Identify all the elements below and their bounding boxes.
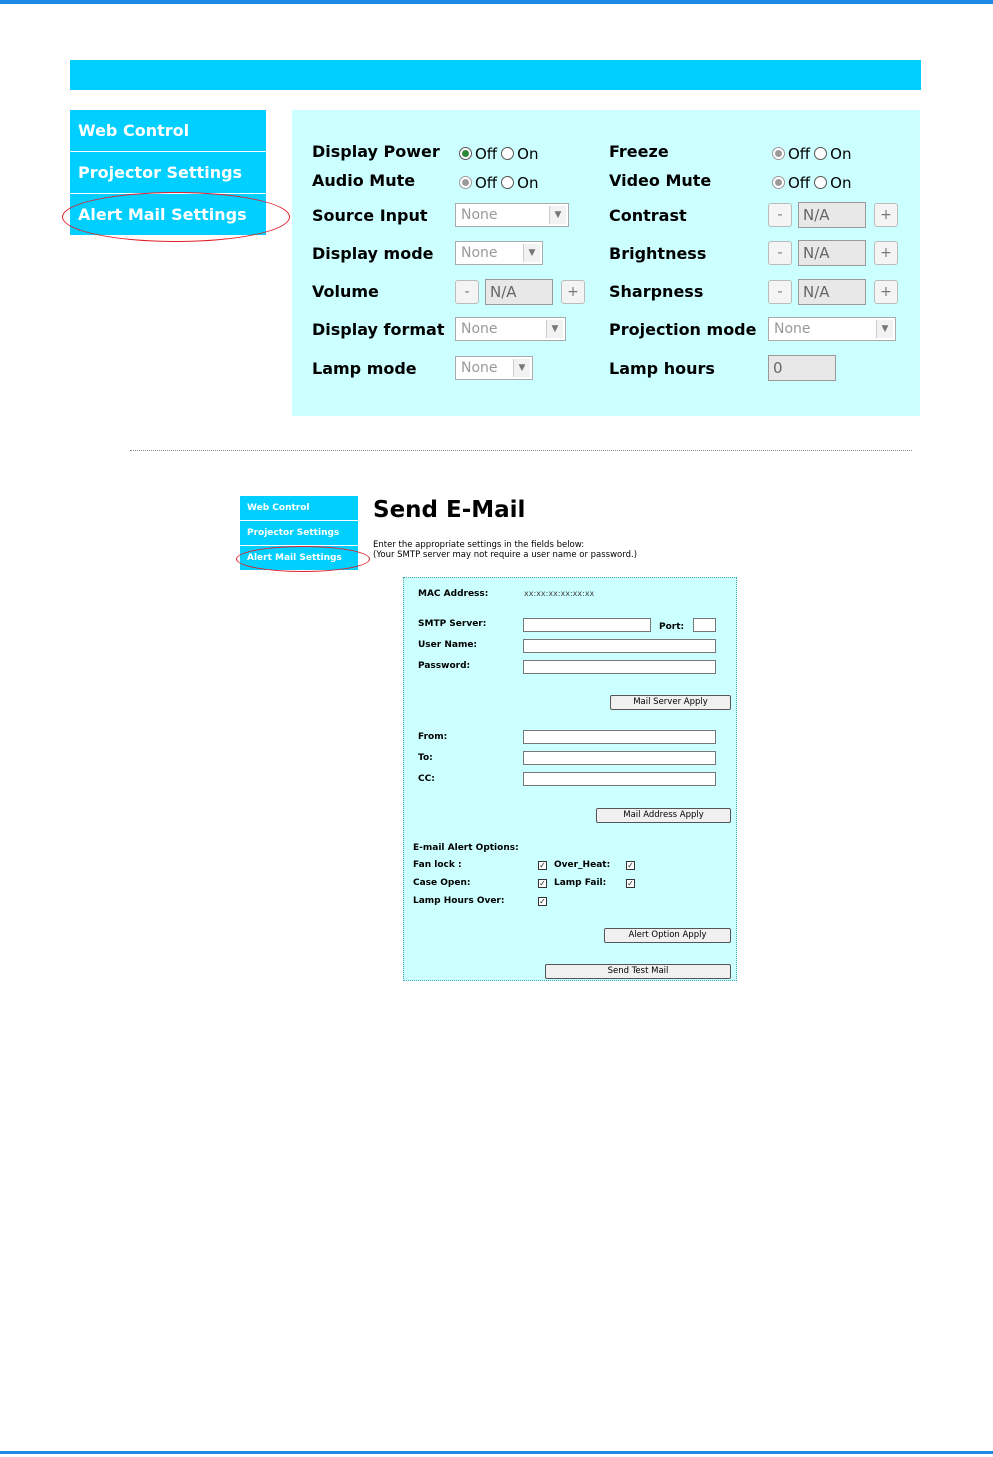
header-banner xyxy=(70,60,921,90)
case-open-checkbox[interactable]: ✓ xyxy=(539,879,546,888)
brightness-minus-button[interactable]: - xyxy=(768,241,792,265)
lamp-mode-label: Lamp mode xyxy=(312,359,417,378)
video-mute-radio-group xyxy=(772,173,855,192)
sharpness-minus-button[interactable]: - xyxy=(768,280,792,304)
display-power-off-radio[interactable] xyxy=(459,147,472,160)
audio-mute-radio-group xyxy=(459,173,542,192)
case-open-label: Case Open: xyxy=(413,878,471,888)
lamp-hours-over-checkbox[interactable]: ✓ xyxy=(539,897,546,906)
display-format-label: Display format xyxy=(312,320,445,339)
freeze-radio-group xyxy=(772,144,855,163)
bottom-rule xyxy=(0,1451,993,1454)
lamp-mode-select[interactable] xyxy=(455,356,533,380)
audio-mute-off-label: Off xyxy=(475,174,498,192)
freeze-label: Freeze xyxy=(609,142,669,161)
chevron-down-icon: ▼ xyxy=(876,320,893,338)
user-name-input[interactable] xyxy=(523,639,716,653)
source-input-value: None xyxy=(461,207,498,223)
sidebar-item-web-control[interactable]: Web Control xyxy=(70,110,266,152)
mail-settings-panel xyxy=(403,577,737,981)
volume-minus-button[interactable]: - xyxy=(455,280,479,304)
display-format-select[interactable] xyxy=(455,317,566,341)
sidebar-item-alert-mail-settings[interactable]: Alert Mail Settings xyxy=(70,194,266,236)
password-input[interactable] xyxy=(523,660,716,674)
volume-label: Volume xyxy=(312,282,379,301)
display-mode-select[interactable] xyxy=(455,241,543,265)
freeze-on-label: On xyxy=(830,145,852,163)
alert-option-apply-button[interactable]: Alert Option Apply xyxy=(604,928,731,943)
alert-options-label: E-mail Alert Options: xyxy=(413,843,519,853)
smtp-server-input[interactable] xyxy=(523,618,651,632)
source-input-label: Source Input xyxy=(312,206,428,225)
sharpness-plus-button[interactable]: + xyxy=(874,280,898,304)
highlight-ellipse xyxy=(236,546,370,572)
cc-label: CC: xyxy=(418,774,435,784)
audio-mute-off-radio[interactable] xyxy=(459,176,472,189)
instructions xyxy=(373,540,637,560)
display-mode-label: Display mode xyxy=(312,244,434,263)
lamp-hours-value: 0 xyxy=(768,355,836,381)
from-input[interactable] xyxy=(523,730,716,744)
instruction-line-1: Enter the appropriate settings in the fields below: xyxy=(373,540,585,550)
top-rule xyxy=(0,0,993,4)
lamp-hours-label: Lamp hours xyxy=(609,359,715,378)
lamp-hours-over-label: Lamp Hours Over: xyxy=(413,896,505,906)
chevron-down-icon: ▼ xyxy=(546,320,563,338)
page-title: Send E-Mail xyxy=(373,497,526,523)
freeze-off-radio[interactable] xyxy=(772,147,785,160)
chevron-down-icon: ▼ xyxy=(523,244,540,262)
over-heat-label: Over_Heat: xyxy=(554,860,611,870)
mail-address-apply-button[interactable]: Mail Address Apply xyxy=(596,808,731,823)
password-label: Password: xyxy=(418,661,471,671)
audio-mute-on-label: On xyxy=(517,174,539,192)
mail-sidebar-item-alert-mail-settings[interactable]: Alert Mail Settings xyxy=(240,546,358,571)
projection-mode-value: None xyxy=(774,321,811,337)
lamp-mode-value: None xyxy=(461,360,498,376)
fan-lock-label: Fan lock : xyxy=(413,860,462,870)
fan-lock-checkbox[interactable]: ✓ xyxy=(539,861,546,870)
source-input-select[interactable] xyxy=(455,203,569,227)
audio-mute-on-radio[interactable] xyxy=(501,176,514,189)
contrast-label: Contrast xyxy=(609,206,687,225)
video-mute-label: Video Mute xyxy=(609,171,712,190)
display-power-radio-group xyxy=(459,144,542,163)
volume-plus-button[interactable]: + xyxy=(561,280,585,304)
freeze-off-label: Off xyxy=(788,145,811,163)
brightness-label: Brightness xyxy=(609,244,707,263)
video-mute-on-radio[interactable] xyxy=(814,176,827,189)
dotted-divider xyxy=(130,450,912,451)
volume-value: N/A xyxy=(485,279,553,305)
freeze-on-radio[interactable] xyxy=(814,147,827,160)
brightness-plus-button[interactable]: + xyxy=(874,241,898,265)
lamp-fail-checkbox[interactable]: ✓ xyxy=(627,879,634,888)
cc-input[interactable] xyxy=(523,772,716,786)
mail-server-apply-button[interactable]: Mail Server Apply xyxy=(610,695,731,710)
port-label: Port: xyxy=(659,622,685,632)
over-heat-checkbox[interactable]: ✓ xyxy=(627,861,634,870)
to-input[interactable] xyxy=(523,751,716,765)
video-mute-off-label: Off xyxy=(788,174,811,192)
mac-address-label: MAC Address: xyxy=(418,589,489,599)
from-label: From: xyxy=(418,732,448,742)
sharpness-value: N/A xyxy=(798,279,866,305)
video-mute-on-label: On xyxy=(830,174,852,192)
display-mode-value: None xyxy=(461,245,498,261)
brightness-value: N/A xyxy=(798,240,866,266)
display-format-value: None xyxy=(461,321,498,337)
smtp-server-label: SMTP Server: xyxy=(418,619,487,629)
display-power-on-label: On xyxy=(517,145,539,163)
to-label: To: xyxy=(418,753,433,763)
display-power-on-radio[interactable] xyxy=(501,147,514,160)
user-name-label: User Name: xyxy=(418,640,478,650)
mail-sidebar-item-projector-settings[interactable]: Projector Settings xyxy=(240,521,358,546)
contrast-plus-button[interactable]: + xyxy=(874,203,898,227)
display-power-label: Display Power xyxy=(312,142,440,161)
send-test-mail-button[interactable]: Send Test Mail xyxy=(545,964,731,979)
audio-mute-label: Audio Mute xyxy=(312,171,416,190)
lamp-fail-label: Lamp Fail: xyxy=(554,878,607,888)
display-power-off-label: Off xyxy=(475,145,498,163)
video-mute-off-radio[interactable] xyxy=(772,176,785,189)
mac-address-value: xx:xx:xx:xx:xx:xx xyxy=(524,589,595,598)
control-panel xyxy=(292,110,920,416)
mail-sidebar-item-web-control[interactable]: Web Control xyxy=(240,496,358,521)
projection-mode-select[interactable] xyxy=(768,317,896,341)
sharpness-label: Sharpness xyxy=(609,282,704,301)
instruction-line-2: (Your SMTP server may not require a user name or password.) xyxy=(373,550,638,560)
port-input[interactable] xyxy=(693,618,716,632)
chevron-down-icon: ▼ xyxy=(513,359,530,377)
sidebar-item-projector-settings[interactable]: Projector Settings xyxy=(70,152,266,194)
contrast-value: N/A xyxy=(798,202,866,228)
projection-mode-label: Projection mode xyxy=(609,320,757,339)
contrast-minus-button[interactable]: - xyxy=(768,203,792,227)
chevron-down-icon: ▼ xyxy=(549,206,566,224)
highlight-ellipse xyxy=(62,192,290,242)
